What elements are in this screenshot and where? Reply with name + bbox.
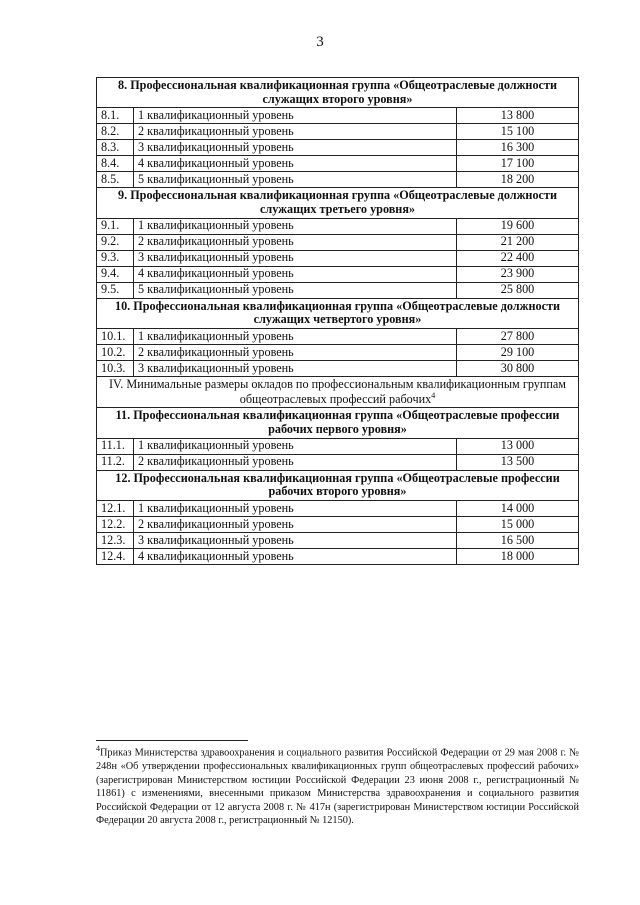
salary-value: 19 600 (457, 218, 579, 234)
table-row (97, 360, 579, 376)
salary-table (96, 77, 579, 565)
qualification-level: 4 квалификационный уровень (134, 266, 457, 282)
row-number: 12.3. (97, 532, 134, 548)
qualification-level: 4 квалификационный уровень (134, 548, 457, 564)
qualification-level: 3 квалификационный уровень (134, 532, 457, 548)
table-row (97, 140, 579, 156)
salary-value: 22 400 (457, 250, 579, 266)
salary-value: 29 100 (457, 344, 579, 360)
qualification-level: 5 квалификационный уровень (134, 172, 457, 188)
salary-value: 14 000 (457, 500, 579, 516)
group-header-row (97, 78, 579, 108)
salary-value: 18 200 (457, 172, 579, 188)
salary-table-body (97, 78, 579, 565)
qualification-level: 3 квалификационный уровень (134, 140, 457, 156)
table-row (97, 328, 579, 344)
row-number: 11.2. (97, 454, 134, 470)
qualification-level: 3 квалификационный уровень (134, 360, 457, 376)
group-header-row (97, 408, 579, 438)
qualification-level: 5 квалификационный уровень (134, 282, 457, 298)
salary-value: 23 900 (457, 266, 579, 282)
qualification-level: 4 квалификационный уровень (134, 156, 457, 172)
footnote-marker: 4 (96, 744, 100, 753)
section-header-row (97, 376, 579, 407)
table-row (97, 500, 579, 516)
salary-value: 16 500 (457, 532, 579, 548)
group-title: 10. Профессиональная квалификационная группа «Общеотраслевые должности служащих четвертого уровня» (97, 298, 579, 328)
qualification-level: 1 квалификационный уровень (134, 108, 457, 124)
row-number: 8.4. (97, 156, 134, 172)
salary-value: 30 800 (457, 360, 579, 376)
qualification-level: 1 квалификационный уровень (134, 218, 457, 234)
qualification-level: 2 квалификационный уровень (134, 454, 457, 470)
row-number: 12.4. (97, 548, 134, 564)
page-number: 3 (316, 34, 324, 50)
group-title: 11. Профессиональная квалификационная группа «Общеотраслевые профессии рабочих первого уровня» (97, 408, 579, 438)
row-number: 9.5. (97, 282, 134, 298)
group-title: 9. Профессиональная квалификационная группа «Общеотраслевые должности служащих третьего уровня» (97, 188, 579, 218)
group-header-row (97, 470, 579, 500)
group-title: 12. Профессиональная квалификационная группа «Общеотраслевые профессии рабочих второго уровня» (97, 470, 579, 500)
table-row (97, 172, 579, 188)
table-row (97, 250, 579, 266)
qualification-level: 2 квалификационный уровень (134, 344, 457, 360)
row-number: 12.1. (97, 500, 134, 516)
qualification-level: 3 квалификационный уровень (134, 250, 457, 266)
row-number: 10.1. (97, 328, 134, 344)
salary-value: 15 000 (457, 516, 579, 532)
footnote (96, 744, 579, 828)
salary-value: 13 500 (457, 454, 579, 470)
table-row (97, 438, 579, 454)
table-row (97, 266, 579, 282)
qualification-level: 2 квалификационный уровень (134, 124, 457, 140)
salary-value: 27 800 (457, 328, 579, 344)
row-number: 9.4. (97, 266, 134, 282)
group-title: 8. Профессиональная квалификационная группа «Общеотраслевые должности служащих второго уровня» (97, 78, 579, 108)
salary-value: 17 100 (457, 156, 579, 172)
section-title: IV. Минимальные размеры окладов по профессиональным квалификационным группам общеотраслевых профессий рабочих (108, 376, 567, 406)
row-number: 10.2. (97, 344, 134, 360)
table-row (97, 124, 579, 140)
salary-value: 16 300 (457, 140, 579, 156)
salary-value: 13 800 (457, 108, 579, 124)
salary-value: 13 000 (457, 438, 579, 454)
footnote-divider (96, 740, 248, 741)
table-row (97, 108, 579, 124)
section-header (97, 376, 579, 407)
qualification-level: 1 квалификационный уровень (134, 500, 457, 516)
row-number: 8.1. (97, 108, 134, 124)
row-number: 11.1. (97, 438, 134, 454)
salary-value: 15 100 (457, 124, 579, 140)
row-number: 9.2. (97, 234, 134, 250)
group-header-row (97, 298, 579, 328)
salary-value: 21 200 (457, 234, 579, 250)
table-row (97, 156, 579, 172)
salary-value: 18 000 (457, 548, 579, 564)
group-header-row (97, 188, 579, 218)
table-row (97, 548, 579, 564)
footnote-text: Приказ Министерства здравоохранения и социального развития Российской Федерации от 29 мая 2008 г. № 248н «Об утверждении профессиональных квалификационных групп общеотраслевых профессий рабочих» (зарегистрирован Министерством юстиции Российской Федерации 23 июня 2008 г., регистрационный № 11861) с изменениями, внесенными приказом Министерства здравоохранения и социального развития Российской Федерации от 12 августа 2008 г. № 417н (зарегистрирован Министерством юстиции Российской Федерации 20 августа 2008 г., регистрационный № 12150). (96, 747, 579, 827)
row-number: 10.3. (97, 360, 134, 376)
row-number: 8.3. (97, 140, 134, 156)
table-row (97, 234, 579, 250)
table-row (97, 532, 579, 548)
table-row (97, 218, 579, 234)
qualification-level: 2 квалификационный уровень (134, 516, 457, 532)
row-number: 9.1. (97, 218, 134, 234)
row-number: 8.2. (97, 124, 134, 140)
qualification-level: 1 квалификационный уровень (134, 328, 457, 344)
row-number: 8.5. (97, 172, 134, 188)
qualification-level: 1 квалификационный уровень (134, 438, 457, 454)
table-row (97, 516, 579, 532)
table-row (97, 454, 579, 470)
salary-value: 25 800 (457, 282, 579, 298)
footnote-ref: 4 (431, 390, 436, 400)
qualification-level: 2 квалификационный уровень (134, 234, 457, 250)
row-number: 9.3. (97, 250, 134, 266)
table-row (97, 344, 579, 360)
table-row (97, 282, 579, 298)
row-number: 12.2. (97, 516, 134, 532)
